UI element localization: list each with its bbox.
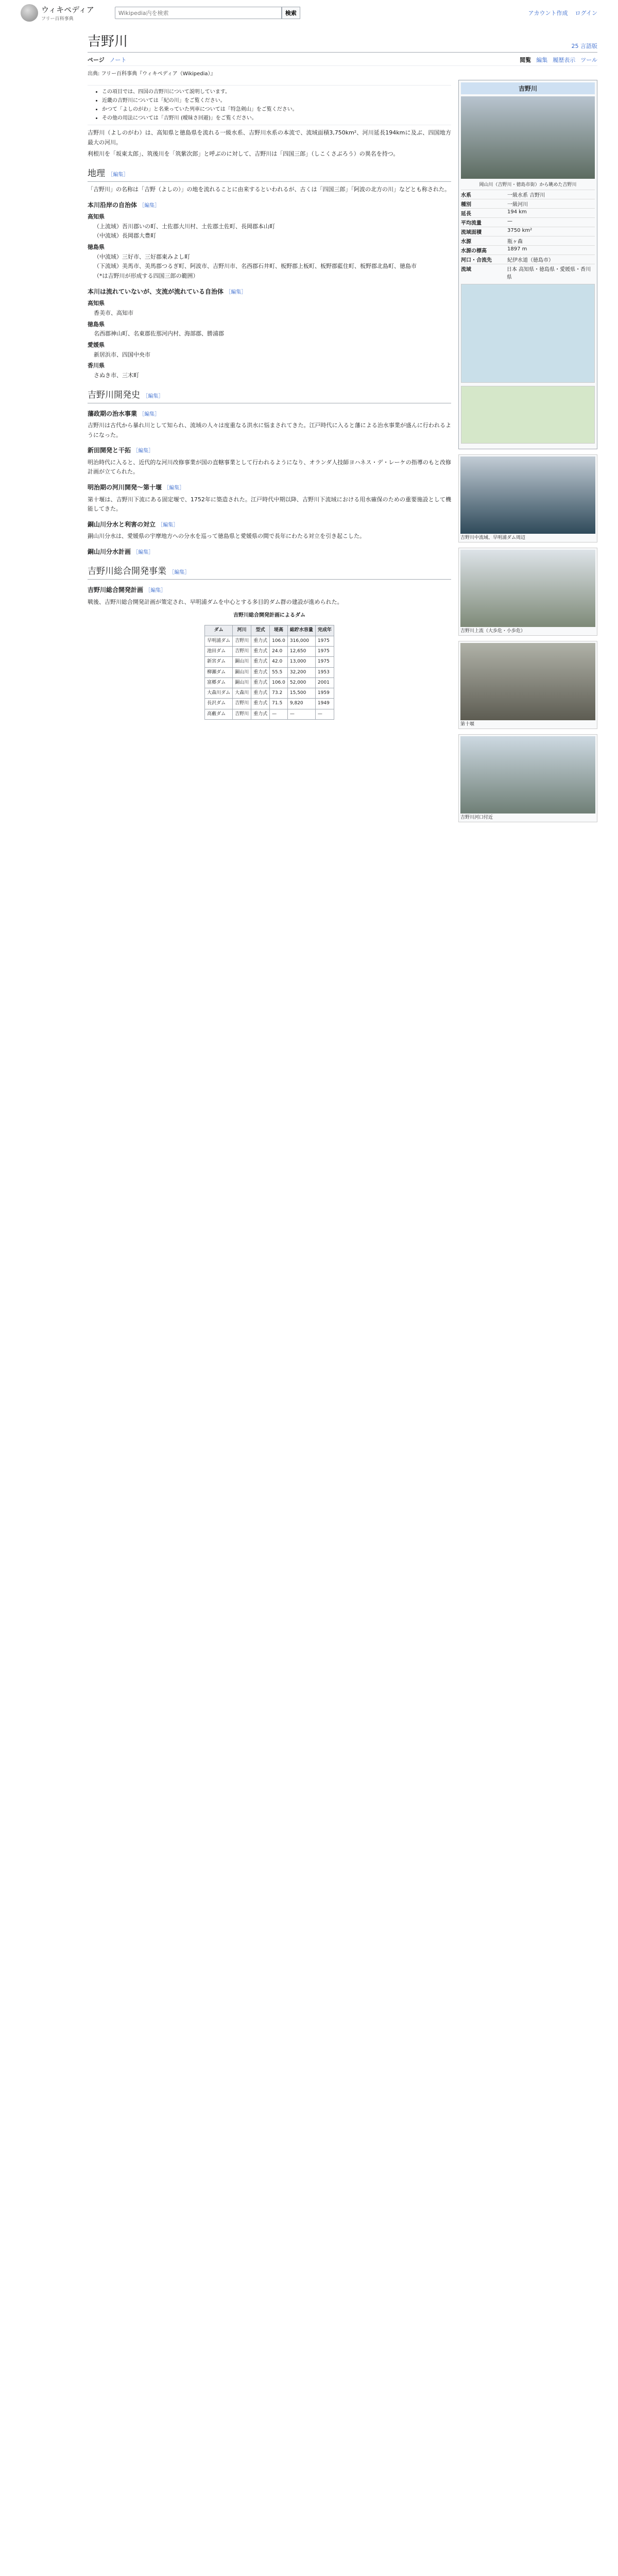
infobox-key: 流域 [461,267,471,273]
table-cell[interactable]: 柳瀬ダム [205,667,233,677]
table-cell: 24.0 [270,646,288,656]
create-account-link[interactable]: アカウント作成 [528,10,568,16]
section-heading-postwar: 吉野川総合開発事業 ［編集］ [88,564,451,580]
table-cell: 1975 [315,636,334,646]
table-cell: 重力式 [251,657,270,667]
thumbnail-image[interactable] [460,456,595,534]
infobox [458,80,597,449]
infobox-key: 河口・合流先 [461,258,492,263]
hatnote-item: • この項目では、四国の吉野川について説明しています。 [102,88,447,96]
municipality-list: 名西郡神山町、名東郡佐那河内村、海部郡、勝浦郡 [94,330,224,337]
thumbnail-image[interactable] [460,550,595,627]
table-cell[interactable]: 池田ダム [205,646,233,656]
thumbnail-image[interactable] [460,643,595,720]
edit-link[interactable]: ［編集］ [143,393,164,399]
table-cell: 15,500 [287,688,315,699]
edit-link[interactable]: ［編集］ [108,172,129,178]
prefecture-label: 香川県 [88,362,105,369]
infobox-key: 種別 [461,202,471,208]
municipality-note: （*は吉野川が形成する四国三郎の範囲） [94,273,199,280]
infobox-value: 一級河川 [507,202,528,208]
prefecture-label: 愛媛県 [88,341,105,348]
table-header: 総貯水容量 [287,625,315,636]
table-cell: 73.2 [270,688,288,699]
history-paragraph: 吉野川は古代から暴れ川として知られ、流域の人々は度重なる洪水に悩まされてきた。江戸時代に入ると藩による治水事業が盛んに行われるようになった。 [88,422,451,438]
tab-talk[interactable]: ノート [109,57,127,63]
table-cell: 1975 [315,657,334,667]
table-cell: 銅山川 [233,657,251,667]
history-paragraph: 明治時代に入ると、近代的な河川改修事業が国の直轄事業として行われるようになり、オランダ人技師ヨハネス・デ・レーケの指導のもと改修計画が立てられた。 [88,459,451,476]
table-cell[interactable]: 長沢ダム [205,699,233,709]
municipality-list: 香美市、高知市 [94,309,133,316]
table-cell: 1953 [315,667,334,677]
table-cell: 重力式 [251,667,270,677]
table-cell: 重力式 [251,709,270,719]
municipality-list: 新居浜市、四国中央市 [94,351,150,358]
table-cell: 71.5 [270,699,288,709]
page-title: 吉野川 [88,34,128,49]
table-cell: 1975 [315,646,334,656]
edit-link[interactable]: ［編集］ [139,411,160,417]
search-button[interactable]: 検索 [282,7,300,19]
thumbnail [458,454,597,543]
page-tabs [88,56,597,66]
login-link[interactable]: ログイン [575,10,597,16]
table-cell: — [315,709,334,719]
table-header: ダム [205,625,233,636]
language-button[interactable]: 25 言語版 [571,43,597,49]
subsection-heading: 本川は流れていないが、支流が流れている自治体 ［編集］ [88,287,247,295]
infobox-row [461,217,595,227]
subsection-heading: 銅山川分水と利害の対立 ［編集］ [88,520,179,528]
subsection-heading: 本川沿岸の自治体 ［編集］ [88,201,160,209]
table-header: 堤高 [270,625,288,636]
history-paragraph: 銅山川分水は、愛媛県の宇摩地方への分水を巡って徳島県と愛媛県の間で長年にわたる対立を引き起こした。 [88,533,365,540]
history-paragraph: 戦後、吉野川総合開発計画が策定され、早明浦ダムを中心とする多目的ダム群の建設が進められた。 [88,598,343,605]
thumbnail [458,548,597,636]
tab-page[interactable]: ページ [88,57,105,63]
infobox-row [461,236,595,245]
edit-link[interactable]: ［編集］ [133,448,154,454]
infobox-key: 延長 [461,211,471,217]
thumbnail [458,641,597,729]
infobox-value: 194 km [507,209,527,215]
infobox-value: 1897 m [507,246,527,252]
table-cell: 52,000 [287,677,315,688]
thumbnail-image[interactable] [460,736,595,814]
infobox-value: 日本 高知県・徳島県・愛媛県・香川県 [506,267,591,280]
edit-link[interactable]: ［編集］ [226,289,247,295]
infobox-row [461,245,595,255]
tab-history[interactable]: 履歴表示 [553,57,576,63]
subsection-heading: 明治期の河川開発〜第十堰 ［編集］ [88,484,185,492]
table-row [205,657,334,667]
thumbnail-caption: 第十堰 [460,722,475,727]
thumbnail-caption: 吉野川中流域、早明浦ダム周辺 [460,535,526,540]
subsection-heading: 吉野川総合開発計画 ［編集］ [88,586,166,594]
site-subtitle: フリー百科事典 [41,16,74,22]
hatnote [88,85,451,125]
table-cell[interactable]: 新宮ダム [205,657,233,667]
infobox-row [461,264,595,281]
municipality-list: （上流域）吾川郡いの町、土佐郡大川村、土佐郡土佐町、長岡郡本山町 [94,223,275,230]
edit-link[interactable]: ［編集］ [158,522,179,528]
table-cell: 吉野川 [233,699,251,709]
subsection-heading: 銅山川分水計画 ［編集］ [88,548,154,555]
infobox-row [461,190,595,199]
edit-link[interactable]: ［編集］ [139,202,160,209]
tab-edit[interactable]: 編集 [536,57,548,63]
table-cell[interactable]: 早明浦ダム [205,636,233,646]
river-photo[interactable] [461,96,595,179]
infobox-row [461,227,595,236]
prefecture-label: 高知県 [88,300,105,307]
infobox-row [461,255,595,264]
table-cell: 重力式 [251,636,270,646]
table-cell: 銅山川 [233,667,251,677]
infobox-key: 水源 [461,239,471,245]
infobox-key: 水源の標高 [461,248,487,254]
municipality-list: （中流域）三好市、三好郡東みよし町 [94,253,190,260]
infobox-row [461,199,595,208]
source-line: 出典: フリー百科事典『ウィキペディア（Wikipedia）』 [88,71,216,77]
table-header: 型式 [251,625,270,636]
photo-caption: 岡山川（吉野川・徳島市街）から眺めた吉野川 [479,182,577,188]
hatnote-item: • 近畿の吉野川については「紀の川」をご覧ください。 [102,96,447,105]
tab-read[interactable]: 閲覧 [520,57,531,63]
site-header [0,0,618,26]
table-cell: 1959 [315,688,334,699]
hatnote-item: • その他の用法については「吉野川 (曖昧さ回避)」をご覧ください。 [102,114,447,123]
search-input[interactable] [115,7,282,19]
search-box [115,7,300,19]
table-cell: 重力式 [251,677,270,688]
table-cell: 銅山川 [233,677,251,688]
table-row [205,699,334,709]
right-column [458,80,597,827]
edit-link[interactable]: ［編集］ [169,570,190,576]
table-row [205,667,334,677]
table-cell[interactable]: 高藪ダム [205,709,233,719]
location-map[interactable] [461,284,595,383]
article-body [88,80,451,827]
table-cell: 重力式 [251,646,270,656]
municipality-list: （中流域）長岡郡大豊町 [94,232,156,240]
site-logo[interactable] [21,4,94,22]
table-cell: 55.5 [270,667,288,677]
infobox-title: 吉野川 [461,82,595,94]
table-cell: 吉野川 [233,636,251,646]
table-cell: 316,000 [287,636,315,646]
table-cell: 大森川 [233,688,251,699]
infobox-value: 3750 km² [507,228,533,233]
table-row [205,677,334,688]
thumbnail-caption: 吉野川河口付近 [460,815,493,820]
edit-link[interactable]: ［編集］ [164,485,185,492]
edit-link[interactable]: ［編集］ [145,588,166,594]
table-cell[interactable]: 富郷ダム [205,677,233,688]
table-cell: 2001 [315,677,334,688]
table-header: 河川 [233,625,251,636]
table-cell: 32,200 [287,667,315,677]
table-cell: 9,820 [287,699,315,709]
intro-paragraph: 利根川を「坂東太郎」、筑後川を「筑紫次郎」と呼ぶのに対して、吉野川は「四国三郎」（しこくさぶろう）の異名を持つ。 [88,150,399,158]
history-paragraph: 第十堰は、吉野川下流にある固定堰で、1752年に築造された。江戸時代中期以降、吉野川下流域における用水確保のための重要施設として機能してきた。 [88,496,451,513]
site-title: ウィキペディア [41,5,94,14]
municipality-list: （下流域）美馬市、美馬郡つるぎ町、阿波市、吉野川市、名西郡石井町、板野郡上板町、板野郡藍住町、板野郡北島町、徳島市 [94,263,417,270]
table-cell: — [287,709,315,719]
table-cell: 42.0 [270,657,288,667]
section-heading-history: 吉野川開発史 ［編集］ [88,388,451,403]
user-links [528,9,597,17]
subsection-heading: 藩政期の治水事業 ［編集］ [88,410,160,417]
table-row [205,646,334,656]
table-caption: 吉野川総合開発計画によるダム [233,613,305,619]
main-content [88,26,597,827]
dam-table [204,625,334,720]
table-cell: 重力式 [251,688,270,699]
table-cell: 13,000 [287,657,315,667]
table-row [205,688,334,699]
table-cell[interactable]: 大森川ダム [205,688,233,699]
table-row [205,709,334,719]
thumbnail [458,734,597,822]
table-cell: 吉野川 [233,646,251,656]
wikipedia-globe-icon [21,4,38,22]
subsection-heading: 新田開発と干拓 ［編集］ [88,447,154,454]
infobox-value: 紀伊水道（徳島市） [507,258,554,263]
infobox-key: 流域面積 [461,230,482,235]
table-row [205,636,334,646]
hatnote-item: • かつて「よしのがわ」と名乗っていた列車については「特急剣山」をご覧ください。 [102,105,447,114]
infobox-value: 瓶ヶ森 [507,239,523,245]
table-cell: 吉野川 [233,709,251,719]
sidebar [21,26,88,827]
infobox-key: 平均流量 [461,221,482,226]
prefecture-label: 徳島県 [88,244,105,251]
infobox-value: — [507,218,512,224]
infobox-value: 一級水系 吉野川 [507,193,545,198]
intro-paragraph: 吉野川（よしのがわ）は、高知県と徳島県を流れる一級水系、吉野川水系の本流で、流域面積3,750km²、河川延長194kmに及ぶ、四国地方最大の河川。 [88,129,451,146]
municipality-list: さぬき市、三木町 [94,372,139,379]
prefecture-label: 徳島県 [88,320,105,328]
infobox-row [461,208,595,217]
basin-map[interactable] [461,386,595,444]
edit-link[interactable]: ［編集］ [133,550,154,555]
table-cell: 1949 [315,699,334,709]
table-cell: — [270,709,288,719]
prefecture-label: 高知県 [88,213,105,221]
table-header: 完成年 [315,625,334,636]
table-cell: 重力式 [251,699,270,709]
table-cell: 106.0 [270,677,288,688]
section-heading-geography: 地理 ［編集］ [88,166,451,182]
infobox-key: 水系 [461,193,471,198]
thumbnail-caption: 吉野川上流（大歩危・小歩危） [460,629,526,634]
tab-tools[interactable]: ツール [580,57,597,63]
table-cell: 12,650 [287,646,315,656]
table-cell: 106.0 [270,636,288,646]
history-paragraph: 「吉野川」の名称は「吉野（よしの）」の地を流れることに由来するといわれるが、古くは「四国三郎」「阿波の北方の川」などとも称された。 [88,185,450,193]
